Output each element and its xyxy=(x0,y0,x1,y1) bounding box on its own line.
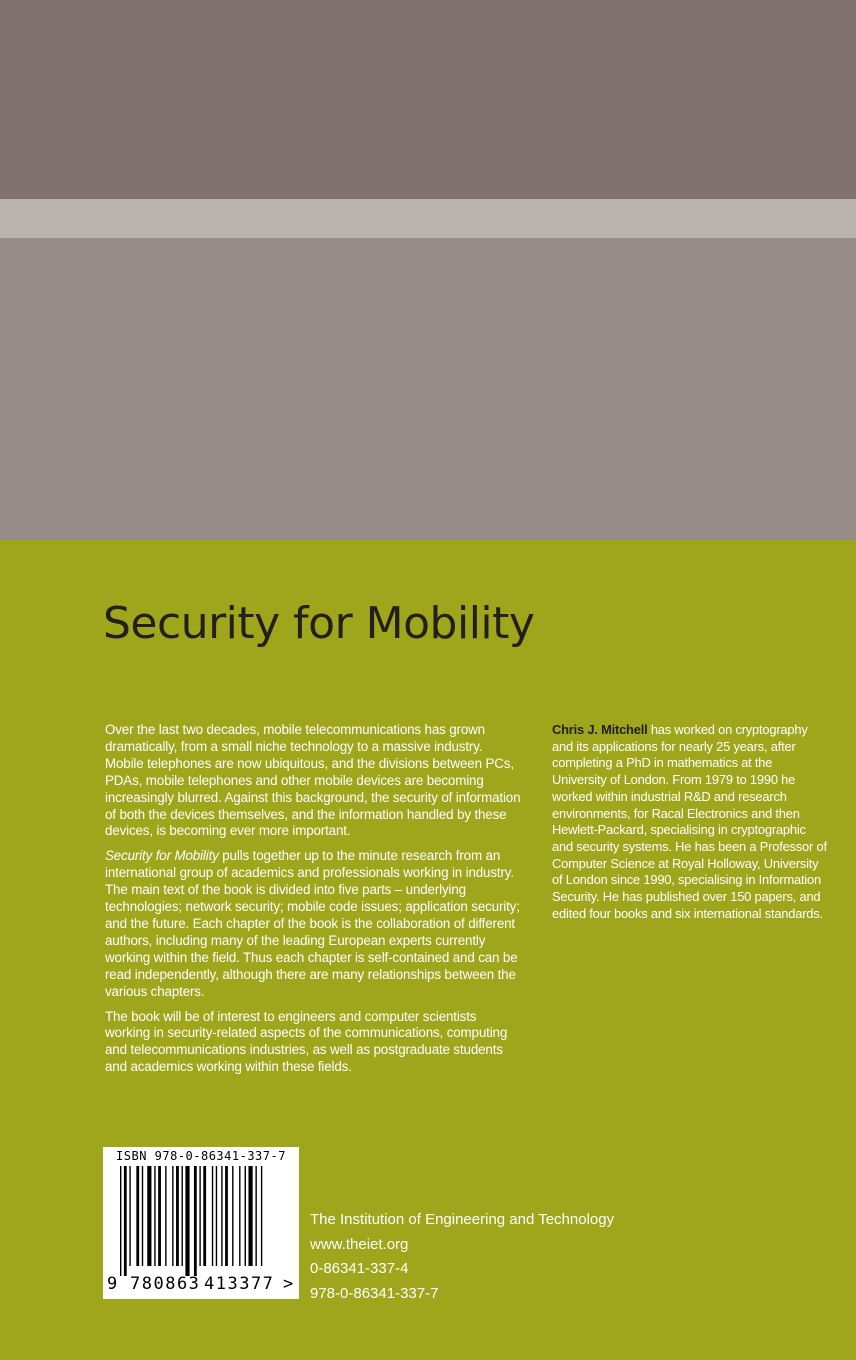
barcode-bar xyxy=(194,1166,197,1276)
barcode-bar xyxy=(232,1166,233,1266)
book-description xyxy=(105,722,523,1084)
publisher-website: www.theiet.org xyxy=(310,1235,409,1253)
barcode-digits-left: 780863 xyxy=(130,1274,201,1294)
barcode-bar xyxy=(248,1166,252,1266)
isbn-13: 978-0-86341-337-7 xyxy=(310,1284,439,1302)
description-paragraph-2 xyxy=(105,848,523,1000)
barcode-bar xyxy=(172,1166,173,1266)
barcode-bar xyxy=(239,1166,240,1266)
author-name: Chris J. Mitchell xyxy=(552,722,648,737)
barcode-bar xyxy=(158,1166,161,1266)
barcode-bar xyxy=(255,1166,256,1266)
barcode-bar xyxy=(129,1166,130,1266)
barcode-bar xyxy=(142,1166,143,1266)
description-paragraph-1: Over the last two decades, mobile telecommunications has grown dramatically, from a small niche technology to a massive industry. Mobile telephones are now ubiquitous, and the divisions between PCs, PDAs, mobile telephones and other mobile devices are becoming increasingly blurred. Against this background, the security of information of both the devices themselves, and the information handled by these devices, is becoming ever more important. xyxy=(105,722,521,839)
barcode-digits xyxy=(103,1274,299,1296)
barcode-isbn-label: ISBN 978-0-86341-337-7 xyxy=(116,1149,286,1163)
barcode-bar xyxy=(199,1166,200,1266)
author-bio xyxy=(552,722,828,922)
barcode-bars xyxy=(120,1166,282,1276)
barcode-bar xyxy=(216,1166,217,1266)
author-bio-text: has worked on cryptography and its applications for nearly 25 years, after completing a PhD in mathematics at the University of London. From 1979 to 1990 he worked within industrial R&D and research environments, for Racal Electronics and then Hewlett-Packard, specialising in cryptographic and security systems. He has been a Professor of Computer Science at Royal Holloway, University of London since 1990, specialising in Information Security. He has published over 150 papers, and edited four books and six international standards. xyxy=(552,722,827,921)
description-title-italic: Security for Mobility xyxy=(105,848,219,864)
barcode-bar xyxy=(165,1166,166,1266)
isbn-barcode xyxy=(103,1147,299,1299)
barcode-bar xyxy=(182,1166,183,1266)
barcode-digits-right: 413377 xyxy=(204,1274,275,1294)
barcode-quiet-zone-marker: > xyxy=(283,1274,294,1294)
book-title: Security for Mobility xyxy=(103,598,535,649)
description-paragraph-2-text: pulls together up to the minute research from an international group of academics and professionals working in industry. The main text of the book is divided into five parts – underlying technologies; network security; mobile code issues; application security; and the future. Each chapter of the book is the collaboration of different authors, including many of the leading European experts currently working within the field. Thus each chapter is self-contained and can be read independently, although there are many relationships between the various chapters. xyxy=(105,848,520,999)
barcode-bar xyxy=(212,1166,213,1266)
middle-color-band xyxy=(0,238,856,540)
barcode-bar xyxy=(147,1166,151,1266)
barcode-bar xyxy=(221,1166,222,1266)
barcode-bar xyxy=(185,1166,189,1276)
description-paragraph-3: The book will be of interest to engineers and computer scientists working in security-related aspects of the communications, computing and telecommunications industries, as well as postgraduate students and academics working within these fields. xyxy=(105,1008,508,1075)
isbn-10: 0-86341-337-4 xyxy=(310,1260,409,1277)
barcode-bar xyxy=(225,1166,228,1266)
barcode-bar xyxy=(120,1166,121,1276)
publisher-name: The Institution of Engineering and Technology xyxy=(310,1211,615,1228)
barcode-bar xyxy=(124,1166,127,1276)
barcode-bar xyxy=(136,1166,139,1266)
top-color-band xyxy=(0,0,856,199)
barcode-bar xyxy=(203,1166,206,1266)
barcode-bar xyxy=(176,1166,179,1266)
barcode-bar xyxy=(154,1166,155,1266)
barcode-bar xyxy=(245,1166,246,1266)
barcode-bar xyxy=(261,1166,262,1266)
light-stripe xyxy=(0,199,856,238)
publisher-info xyxy=(310,1208,614,1306)
barcode-digit-lead: 9 xyxy=(107,1274,118,1294)
